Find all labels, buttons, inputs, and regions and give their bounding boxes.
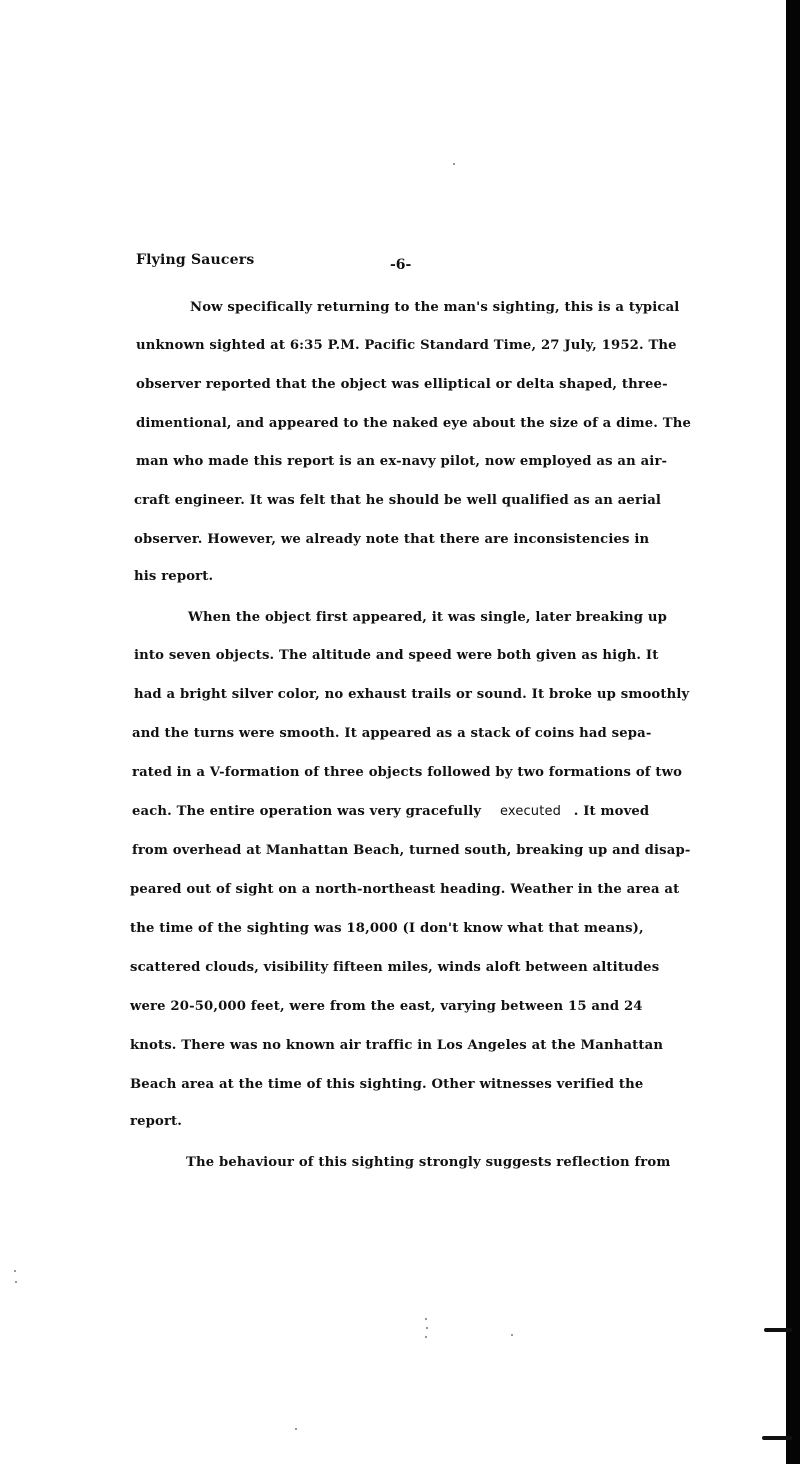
text-line: knots. There was no known air traffic in Los Angeles at the Manhattan xyxy=(130,1038,664,1053)
text-line: had a bright silver color, no exhaust trails or sound. It broke up smoothly xyxy=(134,687,690,702)
text-line: When the object first appeared, it was single, later breaking up xyxy=(188,610,667,625)
text-line: unknown sighted at 6:35 P.M. Pacific Standard Time, 27 July, 1952. The xyxy=(136,338,677,353)
scan-edge-mark xyxy=(764,1328,792,1332)
text-line: peared out of sight on a north-northeast heading. Weather in the area at xyxy=(130,882,680,897)
scan-speck xyxy=(426,1327,428,1329)
page-number: -6- xyxy=(390,257,412,273)
text-line: man who made this report is an ex-navy pilot, now employed as an air- xyxy=(136,454,668,469)
text-line: Beach area at the time of this sighting. Other witnesses verified the xyxy=(130,1077,644,1092)
scan-speck xyxy=(425,1336,427,1338)
text-line: and the turns were smooth. It appeared as a stack of coins had sepa- xyxy=(132,726,652,741)
text-line: observer. However, we already note that there are inconsistencies in xyxy=(134,532,650,547)
text-line: rated in a V-formation of three objects followed by two formations of two xyxy=(132,765,683,780)
text-line: craft engineer. It was felt that he should be well qualified as an aerial xyxy=(134,493,662,508)
text-line: The behaviour of this sighting strongly suggests reflection from xyxy=(186,1155,671,1170)
text-line: report. xyxy=(130,1114,183,1129)
text-line: into seven objects. The altitude and speed were both given as high. It xyxy=(134,648,659,663)
scan-speck xyxy=(453,163,455,165)
scan-speck xyxy=(14,1270,16,1272)
text-line: scattered clouds, visibility fifteen miles, winds aloft between altitudes xyxy=(130,960,660,975)
text-line: observer reported that the object was elliptical or delta shaped, three- xyxy=(136,377,668,392)
text-line: from overhead at Manhattan Beach, turned south, breaking up and disap- xyxy=(132,843,691,858)
text-segment: each. The entire operation was very gracefully xyxy=(132,804,482,819)
scan-edge xyxy=(786,0,800,1464)
scan-edge-mark xyxy=(762,1436,792,1440)
text-insert: executed xyxy=(500,804,561,819)
scan-speck xyxy=(425,1318,427,1320)
text-line: dimentional, and appeared to the naked eye about the size of a dime. The xyxy=(136,416,691,431)
text-segment: . It moved xyxy=(573,804,650,819)
text-line xyxy=(132,804,649,820)
text-line: his report. xyxy=(134,569,214,584)
scan-speck xyxy=(511,1334,513,1336)
scan-speck xyxy=(15,1281,17,1283)
text-line: the time of the sighting was 18,000 (I don't know what that means), xyxy=(130,921,644,936)
text-line: were 20-50,000 feet, were from the east, varying between 15 and 24 xyxy=(130,999,643,1014)
text-line: Now specifically returning to the man's sighting, this is a typical xyxy=(190,300,680,315)
scan-speck xyxy=(295,1428,297,1430)
page-title: Flying Saucers xyxy=(136,252,255,268)
